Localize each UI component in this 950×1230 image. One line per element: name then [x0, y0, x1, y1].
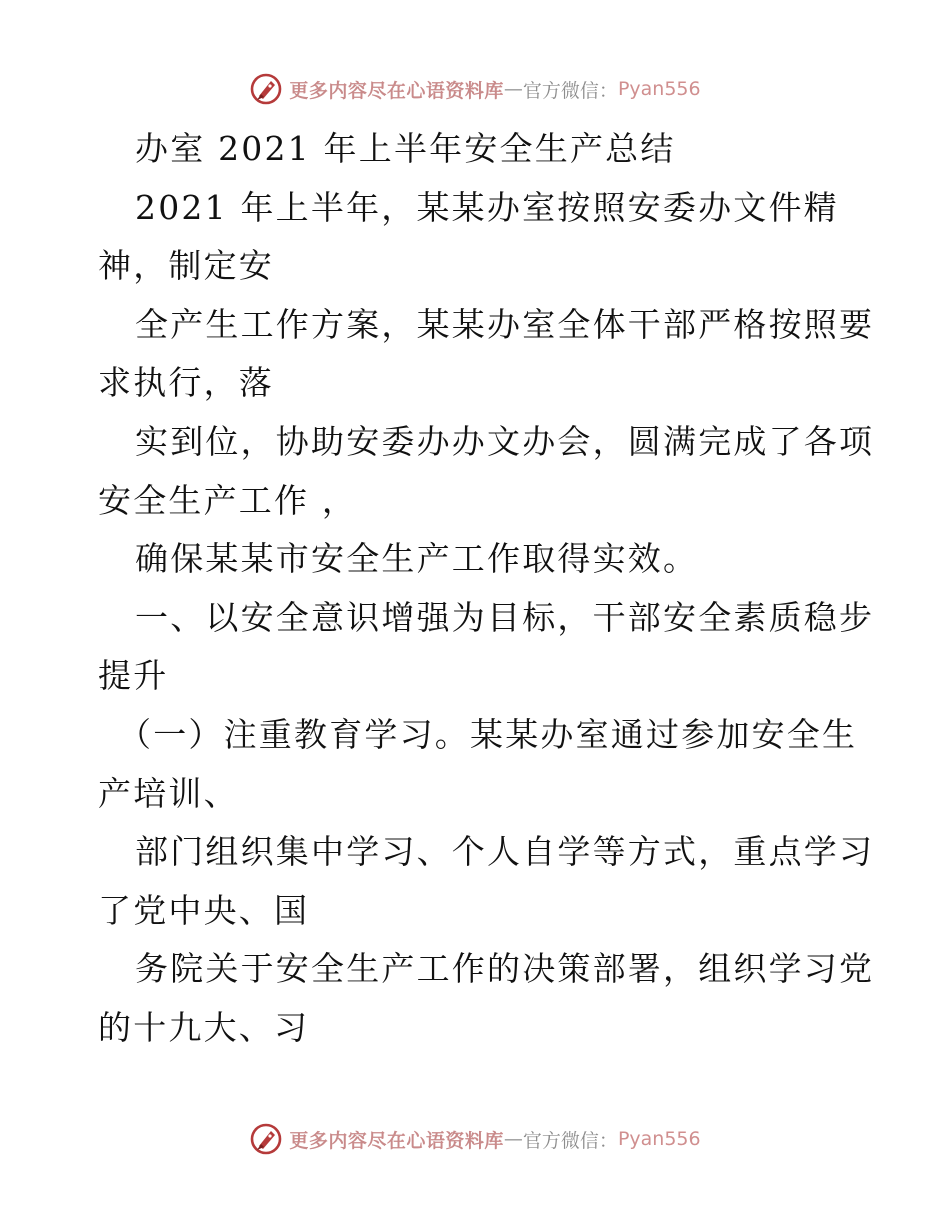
paragraph-line: 了党中央、国 — [98, 890, 310, 930]
paragraph-line: 产培训、 — [98, 773, 239, 813]
document-body — [98, 120, 875, 1058]
watermark-wechat-label: 官方微信： — [522, 79, 618, 102]
document-title: 办室 2021 年上半年安全生产总结 — [135, 129, 676, 168]
paragraph-line: 神，制定安 — [98, 246, 274, 286]
paragraph-line: 安全生产工作 ， — [98, 480, 358, 520]
paragraph-line: 2021 年上半年，某某办室按照安委办文件精 — [135, 187, 839, 227]
watermark-wechat-id: Pyan556 — [617, 78, 701, 100]
watermark-text: 更多内容尽在心语资料库 — [289, 1129, 504, 1152]
watermark-separator: — — [503, 1128, 523, 1150]
paragraph-line: 的十九大、习 — [98, 1007, 310, 1047]
watermark-wechat-label: 官方微信： — [522, 1129, 618, 1152]
paragraph-line: 部门组织集中学习、个人自学等方式，重点学习 — [135, 832, 875, 872]
paragraph-line: 实到位，协助安委办办文办会，圆满完成了各项 — [135, 421, 875, 461]
paragraph-line: 务院关于安全生产工作的决策部署，组织学习党 — [135, 949, 875, 989]
paragraph-line: 求执行，落 — [98, 363, 274, 403]
watermark-wechat-id: Pyan556 — [617, 1128, 701, 1150]
paragraph-line: 全产生工作方案，某某办室全体干部严格按照要 — [135, 304, 875, 344]
section-heading: 一、以安全意识增强为目标，干部安全素质稳步 — [135, 597, 875, 637]
watermark-text: 更多内容尽在心语资料库 — [289, 79, 504, 102]
pen-nib-logo-icon — [249, 1122, 283, 1156]
header-watermark — [0, 72, 950, 106]
pen-nib-logo-icon — [249, 72, 283, 106]
section-heading-continued: 提升 — [98, 656, 169, 696]
paragraph-line: 确保某某市安全生产工作取得实效。 — [135, 539, 699, 579]
subsection-heading: （一）注重教育学习。某某办室通过参加安全生 — [118, 714, 858, 754]
watermark-separator: — — [503, 78, 523, 100]
footer-watermark — [0, 1122, 950, 1156]
